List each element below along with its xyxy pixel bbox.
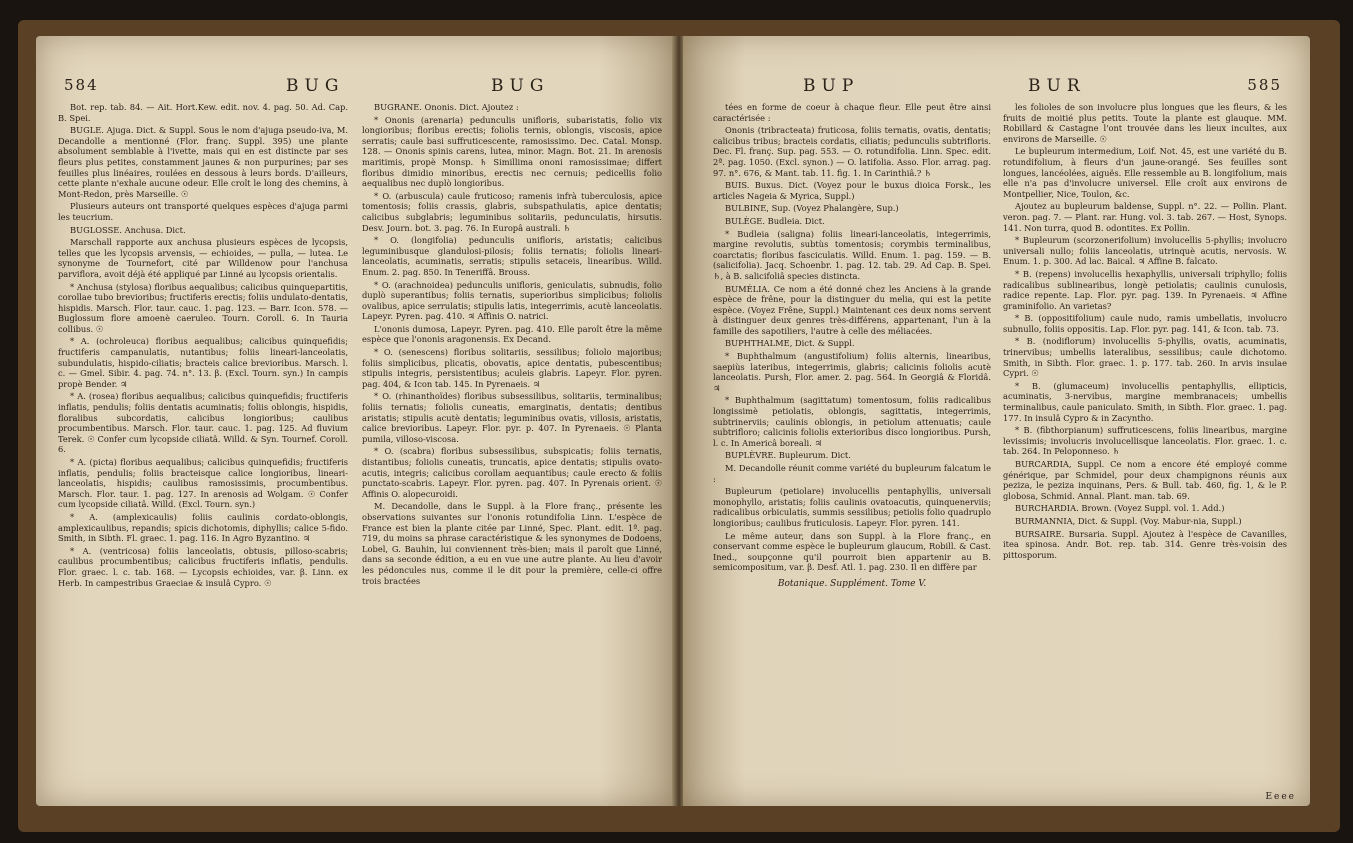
right-column-1 [713,102,991,796]
paragraph: BURCHARDIA. Brown. (Voyez Suppl. vol. 1. Add.) [1015,503,1225,514]
right-page [683,36,1310,806]
paragraph: Bot. rep. tab. 84. — Ait. Hort.Kew. edit. nov. 4. pag. 50. Ad. Cap. B. Spei. [58,102,348,123]
left-page [36,36,676,806]
paragraph: * B. (nodiflorum) involucellis 5-phyllis, ovatis, acuminatis, trinervibus; umbellis lateralibus, sessilibus; caule dichotomo. Smith, in Sibth. Flor. graec. 1. p. 177. tab. 260. In arvis insulae Cypri. ☉ [1003,336,1287,379]
paragraph: * Buphthalmum (sagittatum) tomentosum, foliis radicalibus longissimè petiolatis, oblongis, sagittatis, integerrimis, subtrinerviis; caulinis oblongis, in petiolum attenuatis; caule subtrifloro; calicinis foliolis exterioribus disco longioribus. Pursh, l. c. In Americâ boreali. ♃ [713,395,991,448]
paragraph: BUPHTHALME, Dict. & Suppl. [725,338,855,349]
paragraph: BUIS. Buxus. Dict. (Voyez pour le buxus dioica Forsk., les articles Nageia & Myrica, Suppl.) [713,180,991,201]
paragraph: * B. (fibthorpianum) suffruticescens, foliis linearibus, margine levissimis; involucris involucellisque lanceolatis. Flor. graec. 1. c. tab. 264. In Peloponneso. ♄ [1003,425,1287,457]
paragraph: * B. (glumaceum) involucellis pentaphyllis, ellipticis, acuminatis, 3-nervibus, margine membranaceis; umbellis terminalibus, caule paniculato. Smith, in Sibth. Flor. graec. 1. pag. 177. In insulâ Cypro & in Zacyntho. [1003,380,1287,423]
volume-footer: Botanique. Supplément. Tome V. [777,578,927,589]
left-column-2 [362,102,662,796]
paragraph: L'ononis dumosa, Lapeyr. Pyren. pag. 410. Elle paroît être la même espèce que l'ononis aragonensis. Ex Decand. [362,323,662,345]
paragraph: les folioles de son involucre plus longues que les fleurs, & les fruits de moitié plus petits. Toute la plante est glauque. MM. Robillard & Castagne l'ont trouvée dans les lieux incultes, aux environs de Marseille. ☉ [1003,102,1287,144]
left-page-header [36,76,676,98]
running-head: BUG [286,76,345,96]
paragraph: * Bupleurum (scorzonerifolium) involucellis 5-phyllis; involucro universali nullo; foliis lanceolatis, utrinquè acutis, nervosis. W. Enum. 1. p. 300. Ad lac. Baical. ♃ Affine B. falcato. [1003,235,1287,267]
paragraph: BULBINE, Sup. (Voyez Phalangère, Sup.) [725,203,899,214]
paragraph: Plusieurs auteurs ont transporté quelques espèces d'ajuga parmi les teucrium. [58,201,348,222]
paragraph: * O. (arbuscula) caule fruticoso; ramenis infrà tuberculosis, apice tomentosis; foliis crassis, glabris, subspathulatis, apice dentatis; calicibus subglabris; leguminibus solitariis, pedunculatis, hirsutis. Desv. Journ. bot. 3. pag. 76. In Europâ australi. ♄ [362,190,662,233]
page-number: 585 [1247,76,1282,94]
paragraph: * B. (oppositifolium) caule nudo, ramis umbellatis, involucro subnullo, foliis oppositis. Lap. Flor. pyr. pag. 141, & Icon. tab. 73. [1003,313,1287,334]
running-head: BUR [1028,76,1086,96]
paragraph: BULÈGE. Budleia. Dict. [725,215,825,226]
paragraph: tées en forme de coeur à chaque fleur. Elle peut être ainsi caractérisée : [713,102,991,123]
paragraph: * Ononis (arenaria) pedunculis unifloris, subaristatis, folio vix longioribus; floribus erectis; foliolis ternis, oblongis, viscosis, apice serratis; caule basi suffruticescente, ramosissimo. Dec. Catal. Monsp. 128. — Ononis spinis carens, lutea, minor. Magn. Bot. 21. In arenosis maritimis, propè Monsp. ♄ Simillima ononi ramosissimae; differt floribus dimidio minoribus, erectis nec cernuis; pedicellis folio aequalibus nec duplò longioribus. [362,114,662,189]
paragraph: * A. (picta) floribus aequalibus; calicibus quinquefidis; fructiferis inflatis, pendulis; foliis bracteisque calice longioribus, lineari-lanceolatis, hispidis; caulibus ramosissimis, procumbentibus. Marsch. Flor. taur. 1. pag. 127. In arenosis ad Wolgam. ☉ Confer cum lycopside ciliatâ. Willd. (Excl. Tourn. syn.) [58,457,348,510]
paragraph: BURCARDIA, Suppl. Ce nom a encore été employé comme générique, par Schmidel, pour deux champignons réunis aux peziza, le peziza inquinans, Pers. & Bull. tab. 460, fig. 1, & le P. globosa, Schmid. Annal. Plant. man. tab. 69. [1003,459,1287,501]
paragraph: * Anchusa (stylosa) floribus aequalibus; calicibus quinquepartitis, corollae tubo brevioribus; fructiferis erectis; foliis undulato-dentatis, hispidis. Marsch. Flor. taur. cauc. 1. pag. 123. — Barr. Icon. 578. — Buglossum flore amoenè caeruleo. Tourn. Coroll. 6. In Tauria collibus. ☉ [58,281,348,334]
running-head: BUP [803,76,860,96]
paragraph: * O. (arachnoidea) pedunculis unifloris, geniculatis, subnudis, folio duplò superantibus; foliis ternatis, superioribus simplicibus; foliolis ovalibus, apice serrulatis; stipulis latis, integerrimis, acutè lanceolatis. Lapeyr. Pyren. pag. 410. ♃ Affinis O. natrici. [362,279,662,322]
paragraph: BURSAIRE. Bursaria. Suppl. Ajoutez à l'espèce de Cavanilles, itea spinosa. Andr. Bot. rep. tab. 314. Genre très-voisin des pittosporum. [1003,528,1287,560]
paragraph: Bupleurum (petiolare) involucellis pentaphyllis, universali monophyllo, aristatis; foliis caulinis ovatoacutis, quinquenerviis; radicalibus orbiculatis, summis sessilibus; petiolis folio quadruplo longioribus; caulibus fruticulosis. Lapeyr. Flor. pyren. 141. [713,486,991,528]
right-column-2 [1003,102,1287,796]
paragraph: BUPLÈVRE. Bupleurum. Dict. [725,450,851,461]
paragraph: * A. (rosea) floribus aequalibus; calicibus quinquefidis; fructiferis inflatis, pendulis; foliis dentatis acuminatis; foliis oblongis, hispidis, floralibus subcordatis, calicibus longioribus; caulibus procumbentibus. Marsch. Flor. taur. cauc. 1. pag. 125. Ad fluvium Terek. ☉ Confer cum lycopside ciliatâ. Willd. & Syn. Tournef. Coroll. 6. [58,391,348,455]
running-head: BUG [491,76,550,96]
paragraph: * A. (ventricosa) foliis lanceolatis, obtusis, pilloso-scabris; caulibus procumbentibus; calicibus fructiferis inflatis, pendulis. Flor. graec. l. c. tab. 168. — Lycopsis echioides, var. β. Linn. ex Herb. In campestribus Graeciae & insulâ Cypro. ☉ [58,545,348,588]
paragraph: * Buphthalmum (angustifolium) foliis alternis, linearibus, saepiùs lateribus, integerrimis, glabris; calicinis foliolis acutè lanceolatis. Pursh, Flor. amer. 2. pag. 564. In Georgiâ & Floridâ. ♃ [713,351,991,393]
paragraph: * O. (rhinanthoïdes) floribus subsessilibus, solitariis, terminalibus; foliis ternatis; foliolis cuneatis, emarginatis, dentatis; dentibus aristatis; stipulis acutè dentatis; leguminibus ovatis, villosis, aristatis, calice brevioribus. Lapeyr. Flor. pyr. p. 407. In Pyrenaeis. ☉ Planta pumila, villoso-viscosa. [362,391,662,444]
paragraph: Ajoutez au bupleurum baldense, Suppl. n°. 22. — Pollin. Plant. veron. pag. 7. — Plant. rar. Hung. vol. 3. tab. 267. — Host, Synops. 141. Non turra, quod B. odontites. Ex Pollin. [1003,201,1287,233]
paragraph: BUMÉLIA. Ce nom a été donné chez les Anciens à la grande espèce de frêne, pour la distinguer du melia, qui est la petite espèce. (Voyez Frêne, Suppl.) Maintenant ces deux noms servent à distinguer deux genres très-différens, appartenant, l'un à la famille des sapotiliers, l'autre à celle des méliacées. [713,283,991,336]
paragraph: * O. (longifolia) pedunculis unifloris, aristatis; calicibus leguminibusque glandulosi-pilosis; foliis ternatis; foliolis lineari-lanceolatis, acuminatis, serratis; stipulis setaceis, linearibus. Willd. Enum. 2. pag. 850. In Teneriffâ. Brouss. [362,235,662,277]
paragraph: Marschall rapporte aux anchusa plusieurs espèces de lycopsis, telles que les lycopsis arvensis, — echioides, — pulla, — lutea. Le synonyme de Tournefort, cité par Willdenow pour l'anchusa parviflora, avoit déjà été appliqué par Linné au lycopsis orientalis. [58,237,348,279]
paragraph: Ononis (tribracteata) fruticosa, foliis ternatis, ovatis, dentatis; calicibus tribus; bracteis cordatis, ciliatis; pedunculis subtrifloris. Dec. Fl. franç. Sup. pag. 553. — O. rotundifolia. Linn. Spec. edit. 2ª. pag. 1050. (Excl. synon.) — O. latifolia. Asso. Flor. arrag. pag. 97. n°. 676, & Mant. tab. 11. fig. 1. In Carinthiâ.? ♄ [713,125,991,178]
paragraph: BUGRANE. Ononis. Dict. Ajoutez : [374,102,519,112]
paragraph: * A. (amplexicaulis) foliis caulinis cordato-oblongis, amplexicaulibus, repandis; spicis dichotomis, diphyllis; calice 5-fido. Smith, in Sibth. Fl. graec. 1. pag. 116. In Agro Byzantino. ♃ [58,511,348,544]
paragraph: BUGLOSSE. Anchusa. Dict. [70,224,186,235]
page-number: 584 [64,76,99,94]
right-page-header [683,76,1310,98]
paragraph: * B. (repens) involucellis hexaphyllis, universali triphyllo; foliis radicalibus sublinearibus, longè petiolatis; caulinis cunulosis, radice repente. Lap. Flor. pyr. pag. 139. In Pyrenaeis. ♃ Affine graminifolio. An varietas? [1003,268,1287,311]
paragraph: Le même auteur, dans son Suppl. à la Flore franç., en conservant comme espèce le bupleurum glaucum, Robill. & Cast. Ined., soupçonne qu'il pourroit bien appartenir au B. semicompositum, var. β. Desf. Atl. 1. pag. 230. Il en diffère par [713,530,991,573]
paragraph: M. Decandolle, dans le Suppl. à la Flore franç., présente les observations suivantes sur l'ononis rotundifolia Linn. L'espèce de France est bien la plante citée par Linné, Spec. Plant. edit. 1ª. pag. 719, du moins sa phrase caractéristique & les synonymes de Dodoens, Lobel, G. Bauhin, lui conviennent très-bien; mais il paroît que Linné, dans sa seconde édition, a eu en vue une autre plante. Au lieu d'avoir les pédoncules nus, comme il le dit pour la première, celle-ci offre trois bractées [362,501,662,586]
paragraph: BUGLE. Ajuga. Dict. & Suppl. Sous le nom d'ajuga pseudo-iva, M. Decandolle a mentionné (Flor. franç. Suppl. 395) une plante absolument semblable à l'ivette, mais qui en est distincte par ses fleurs plus petites, constamment jaunes & non purpurines; par ses feuilles plus linéaires, roulées en dessous à leurs bords. D'ailleurs, cette plante n'exhale aucune odeur. Elle croît le long des chemins, à Mont-Redon, près Marseille. ☉ [58,125,348,199]
paragraph: * Budleia (saligna) foliis lineari-lanceolatis, integerrimis, margine revolutis, subtùs tomentosis; corymbis terminalibus, coarctatis; floribus fasciculatis. Willd. Enum. 1. pag. 159. — B. (salicifolia). Jacq. Schoenbr. 1. pag. 12. tab. 29. Ad Cap. B. Spei. ♄, à B. salicifoliâ species distincta. [713,228,991,281]
paragraph: Le bupleurum intermedium, Loif. Not. 45, est une variété du B. rotundifolium, à fleurs d'un jaune-orangé. Ses feuilles sont longues, lancéolées, aiguës. Elle ressemble au B. longifolium, mais elle n'a pas d'involucre universel. Elle croît aux environs de Montpellier, Nice, Toulon, &c. [1003,146,1287,199]
signature-mark: Eeee [1265,792,1296,802]
paragraph: * O. (scabra) floribus subsessilibus, subspicatis; foliis ternatis, distantibus; foliolis cuneatis, truncatis, apice dentatis; stipulis ovato-acutis, integris; calicibus corollam aequantibus; caule erecto & foliis punctato-scabris. Lapeyr. Flor. pyren. pag. 407. In Pyrenais orient. ☉ Affinis O. alopecuroidi. [362,446,662,499]
paragraph: BURMANNIA, Dict. & Suppl. (Voy. Mabur-nia, Suppl.) [1015,515,1242,526]
paragraph: M. Decandolle réunit comme variété du bupleurum falcatum le : [713,463,991,484]
paragraph: * A. (ochroleuca) floribus aequalibus; calicibus quinquefidis; fructiferis campanulatis, nutantibus; foliis lineari-lanceolatis, subundulatis, hispido-ciliatis; bracteis calice brevioribus. Marsch. l. c. — Gmel. Sibir. 4. pag. 74. n°. 13. β. (Excl. Tourn. syn.) In campis propè Bender. ♃ [58,336,348,389]
paragraph: * O. (senescens) floribus solitariis, sessilibus; foliolo majoribus; foliis simplicibus, plicatis, obovatis, apice dentatis, pubescentibus; stipulis integris, persistentibus; aculeis glabris. Lapeyr. Flor. pyren. pag. 404, & Icon tab. 145. In Pyrenaeis. ♃ [362,347,662,389]
left-column-1 [58,102,348,796]
